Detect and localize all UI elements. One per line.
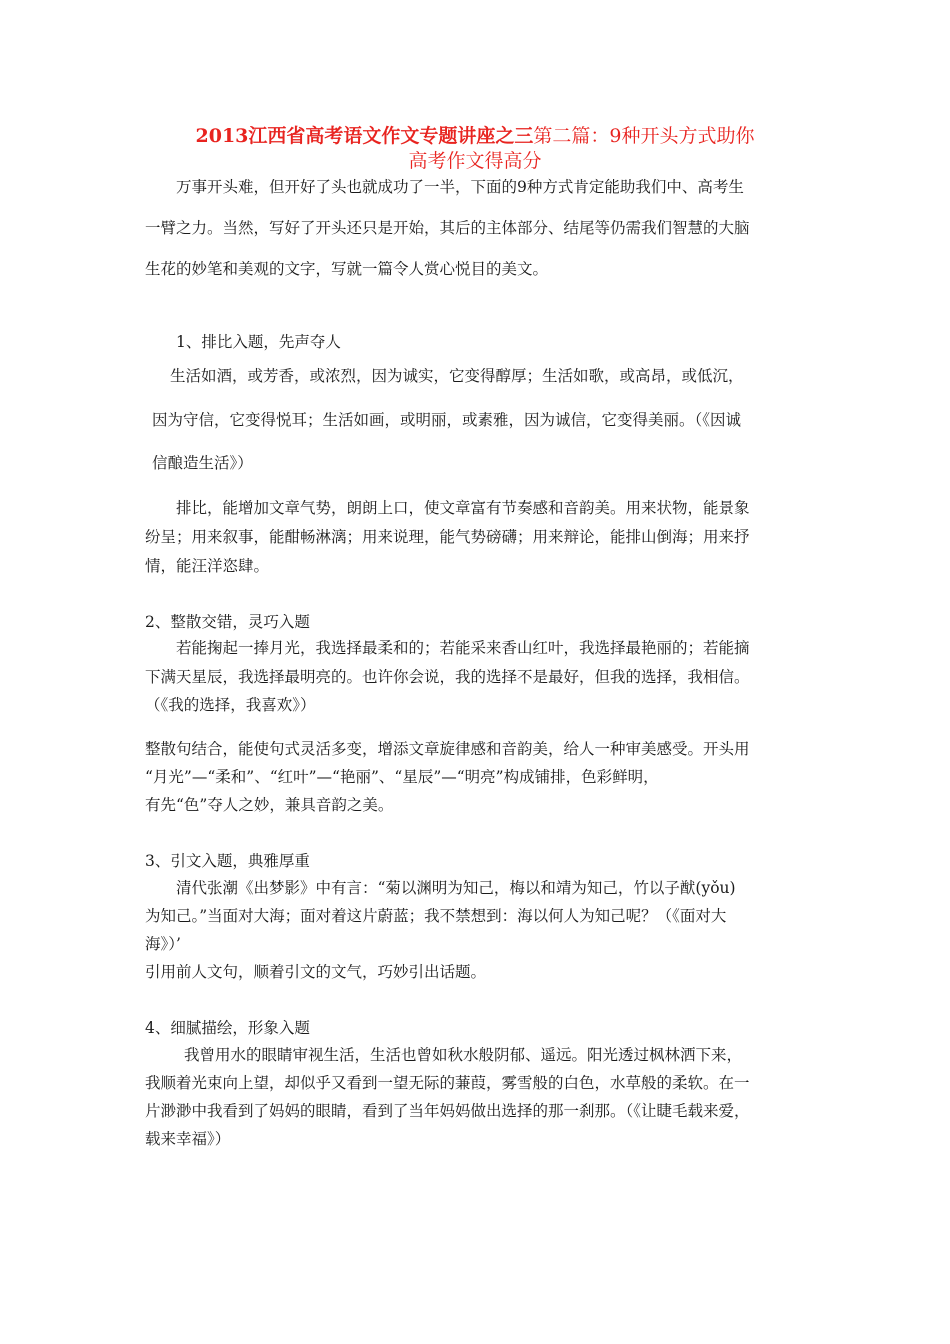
example-line: 若能掬起一捧月光，我选择最柔和的；若能采来香山红叶，我选择最艳丽的；若能摘 <box>176 639 750 657</box>
comment-line: 引用前人文句，顺着引文的文气，巧妙引出话题。 <box>145 963 487 981</box>
title-rest: 第二篇：9种开头方式助你 <box>533 125 755 147</box>
example-line: 信酿造生活》） <box>152 454 253 472</box>
comment-line: “月光”—“柔和”、“红叶”—“艳丽”、“星辰”—“明亮”构成铺排，色彩鲜明， <box>145 768 659 786</box>
example-line: 生活如酒，或芳香，或浓烈，因为诚实，它变得醇厚；生活如歌，或高昂，或低沉， <box>170 367 744 385</box>
example-line: （《我的选择，我喜欢》） <box>145 696 316 714</box>
section-heading-1: 1、排比入题，先声夺人 <box>176 333 341 351</box>
section-heading-2: 2、整散交错，灵巧入题 <box>145 613 310 631</box>
comment-line: 整散句结合，能使句式灵活多变，增添文章旋律感和音韵美，给人一种审美感受。开头用 <box>145 740 750 758</box>
comment-line: 纷呈；用来叙事，能酣畅淋漓；用来说理，能气势磅礴；用来辩论，能排山倒海；用来抒 <box>145 528 750 546</box>
example-line: 因为守信，它变得悦耳；生活如画，或明丽，或素雅，因为诚信，它变得美丽。（《因诚 <box>152 411 742 429</box>
example-line: 我曾用水的眼睛审视生活，生活也曾如秋水般阴郁、遥远。阳光透过枫林洒下来， <box>184 1046 743 1064</box>
comment-line: 排比，能增加文章气势，朗朗上口，使文章富有节奏感和音韵美。用来状物，能景象 <box>176 499 750 517</box>
document-title <box>120 124 830 174</box>
example-line: 海》）’ <box>145 935 181 953</box>
example-line: 我顺着光束向上望，却似乎又看到一望无际的蒹葭，雾雪般的白色，水草般的柔软。在一 <box>145 1074 750 1092</box>
example-line: 清代张潮《出梦影》中有言：“菊以渊明为知己，梅以和靖为知己，竹以子猷(yǒu) <box>176 879 736 897</box>
section-heading-4: 4、细腻描绘，形象入题 <box>145 1019 310 1037</box>
comment-line: 情，能汪洋恣肆。 <box>145 557 270 575</box>
title-line2: 高考作文得高分 <box>408 150 542 172</box>
intro-line: 生花的妙笔和美观的文字，写就一篇令人赏心悦目的美文。 <box>145 260 549 278</box>
example-line: 下满天星辰，我选择最明亮的。也许你会说，我的选择不是最好，但我的选择，我相信。 <box>145 668 750 686</box>
example-line: 为知己。”当面对大海；面对着这片蔚蓝；我不禁想到：海以何人为知己呢？（《面对大 <box>145 907 727 925</box>
title-bold: 2013江西省高考语文作文专题讲座之三 <box>195 125 534 147</box>
example-line: 载来幸福》） <box>145 1130 231 1148</box>
example-line: 片渺渺中我看到了妈妈的眼睛，看到了当年妈妈做出选择的那一刹那。（《让睫毛载来爱， <box>145 1102 750 1120</box>
intro-line: 万事开头难，但开好了头也就成功了一半，下面的9种方式肯定能助我们中、高考生 <box>176 178 744 196</box>
comment-line: 有先“色”夺人之妙，兼具音韵之美。 <box>145 796 394 814</box>
section-heading-3: 3、引文入题，典雅厚重 <box>145 852 310 870</box>
intro-line: 一臂之力。当然，写好了开头还只是开始，其后的主体部分、结尾等仍需我们智慧的大脑 <box>145 219 750 237</box>
